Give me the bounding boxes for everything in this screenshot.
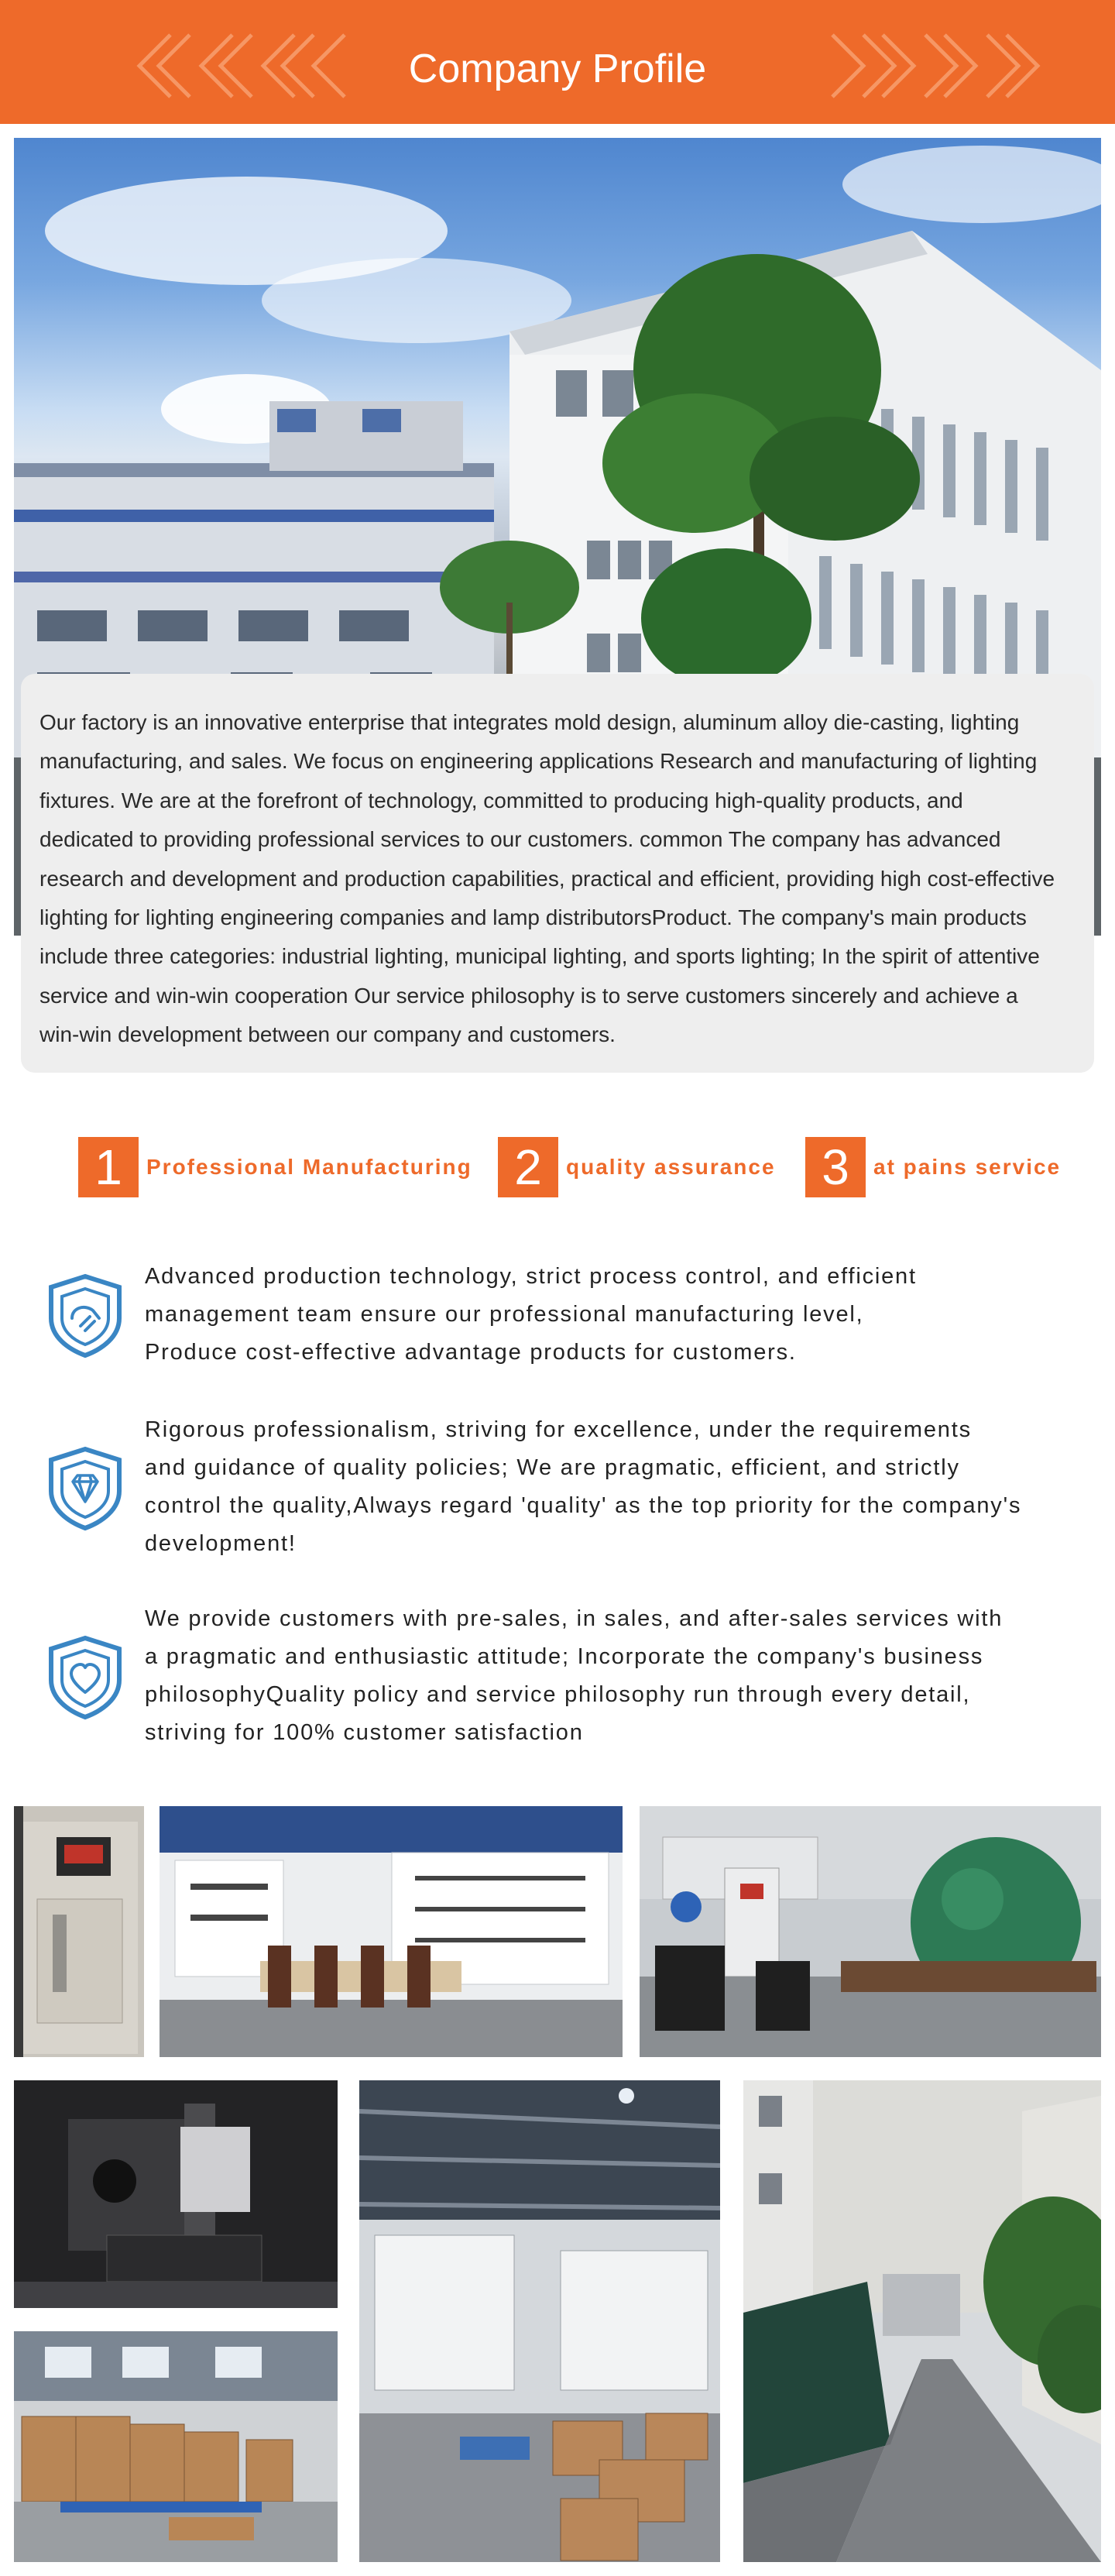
feature-line: a pragmatic and enthusiastic attitude; Incorporate the company's business xyxy=(145,1644,984,1669)
feature-line: management team ensure our professional manufacturing level, xyxy=(145,1302,864,1327)
intro-line: research and development and production capabilities, practical and efficient, providing high cost-effective xyxy=(39,866,1055,891)
shield-handshake-icon xyxy=(46,1273,124,1358)
feature-line: striving for 100% customer satisfaction xyxy=(145,1720,584,1745)
pillar-quality-assurance xyxy=(498,1137,776,1197)
photo-warehouse-pallets xyxy=(14,2331,338,2562)
feature-line: Rigorous professionalism, striving for excellence, under the requirements xyxy=(145,1417,972,1442)
pillar-label: at pains service xyxy=(873,1155,1062,1179)
pillar-at-pains-service xyxy=(805,1137,1061,1197)
pillar-professional-manufacturing xyxy=(78,1137,472,1197)
pillar-number: 2 xyxy=(498,1137,558,1197)
header-banner xyxy=(0,0,1115,124)
photo-test-cabinet xyxy=(14,1806,144,2057)
shield-diamond-icon xyxy=(46,1446,124,1531)
feature-line: We provide customers with pre-sales, in sales, and after-sales services with xyxy=(145,1606,1004,1631)
feature-text xyxy=(145,1411,1115,1563)
intro-line: service and win-win cooperation Our service philosophy is to serve customers sincerely and achieve a xyxy=(39,983,1018,1008)
feature-text xyxy=(145,1600,1115,1752)
page-title: Company Profile xyxy=(408,46,707,91)
intro-paragraph xyxy=(39,703,1076,1055)
intro-line: Our factory is an innovative enterprise that integrates mold design, aluminum alloy die-casting, lighting xyxy=(39,710,1020,734)
feature-line: Produce cost-effective advantage products for customers. xyxy=(145,1340,797,1365)
feature-line: Advanced production technology, strict process control, and efficient xyxy=(145,1264,917,1289)
intro-line: manufacturing, and sales. We focus on engineering applications Research and manufacturing of lighting xyxy=(39,749,1038,774)
feature-line: development! xyxy=(145,1531,297,1556)
photo-goniophotometer xyxy=(14,2080,338,2308)
pillar-label: Professional Manufacturing xyxy=(146,1155,472,1179)
pillar-number: 1 xyxy=(78,1137,139,1197)
intro-line: fixtures. We are at the forefront of technology, committed to producing high-quality products, and xyxy=(39,788,963,812)
photo-lab-sphere xyxy=(640,1806,1101,2057)
photo-showroom xyxy=(160,1806,623,2057)
intro-line: dedicated to providing professional services to our customers. common The company has advanced xyxy=(39,827,1001,852)
intro-line: win-win development between our company and customers. xyxy=(39,1022,616,1047)
intro-line: lighting for lighting engineering companies and lamp distributorsProduct. The company's main products xyxy=(39,905,1027,930)
pillar-label: quality assurance xyxy=(566,1155,776,1179)
pillar-number: 3 xyxy=(805,1137,866,1197)
shield-heart-icon xyxy=(46,1635,124,1720)
feature-line: and guidance of quality policies; We are pragmatic, efficient, and strictly xyxy=(145,1455,960,1480)
feature-line: control the quality,Always regard 'quality' as the top priority for the company's xyxy=(145,1493,1022,1518)
intro-card xyxy=(21,674,1094,1073)
photo-assembly-workshop xyxy=(359,2080,720,2562)
photo-factory-alley xyxy=(743,2080,1101,2562)
feature-line: philosophyQuality policy and service philosophy run through every detail, xyxy=(145,1682,971,1707)
intro-line: include three categories: industrial lighting, municipal lighting, and sports lighting; In the spirit of attentive xyxy=(39,944,1040,969)
feature-text xyxy=(145,1258,1115,1372)
